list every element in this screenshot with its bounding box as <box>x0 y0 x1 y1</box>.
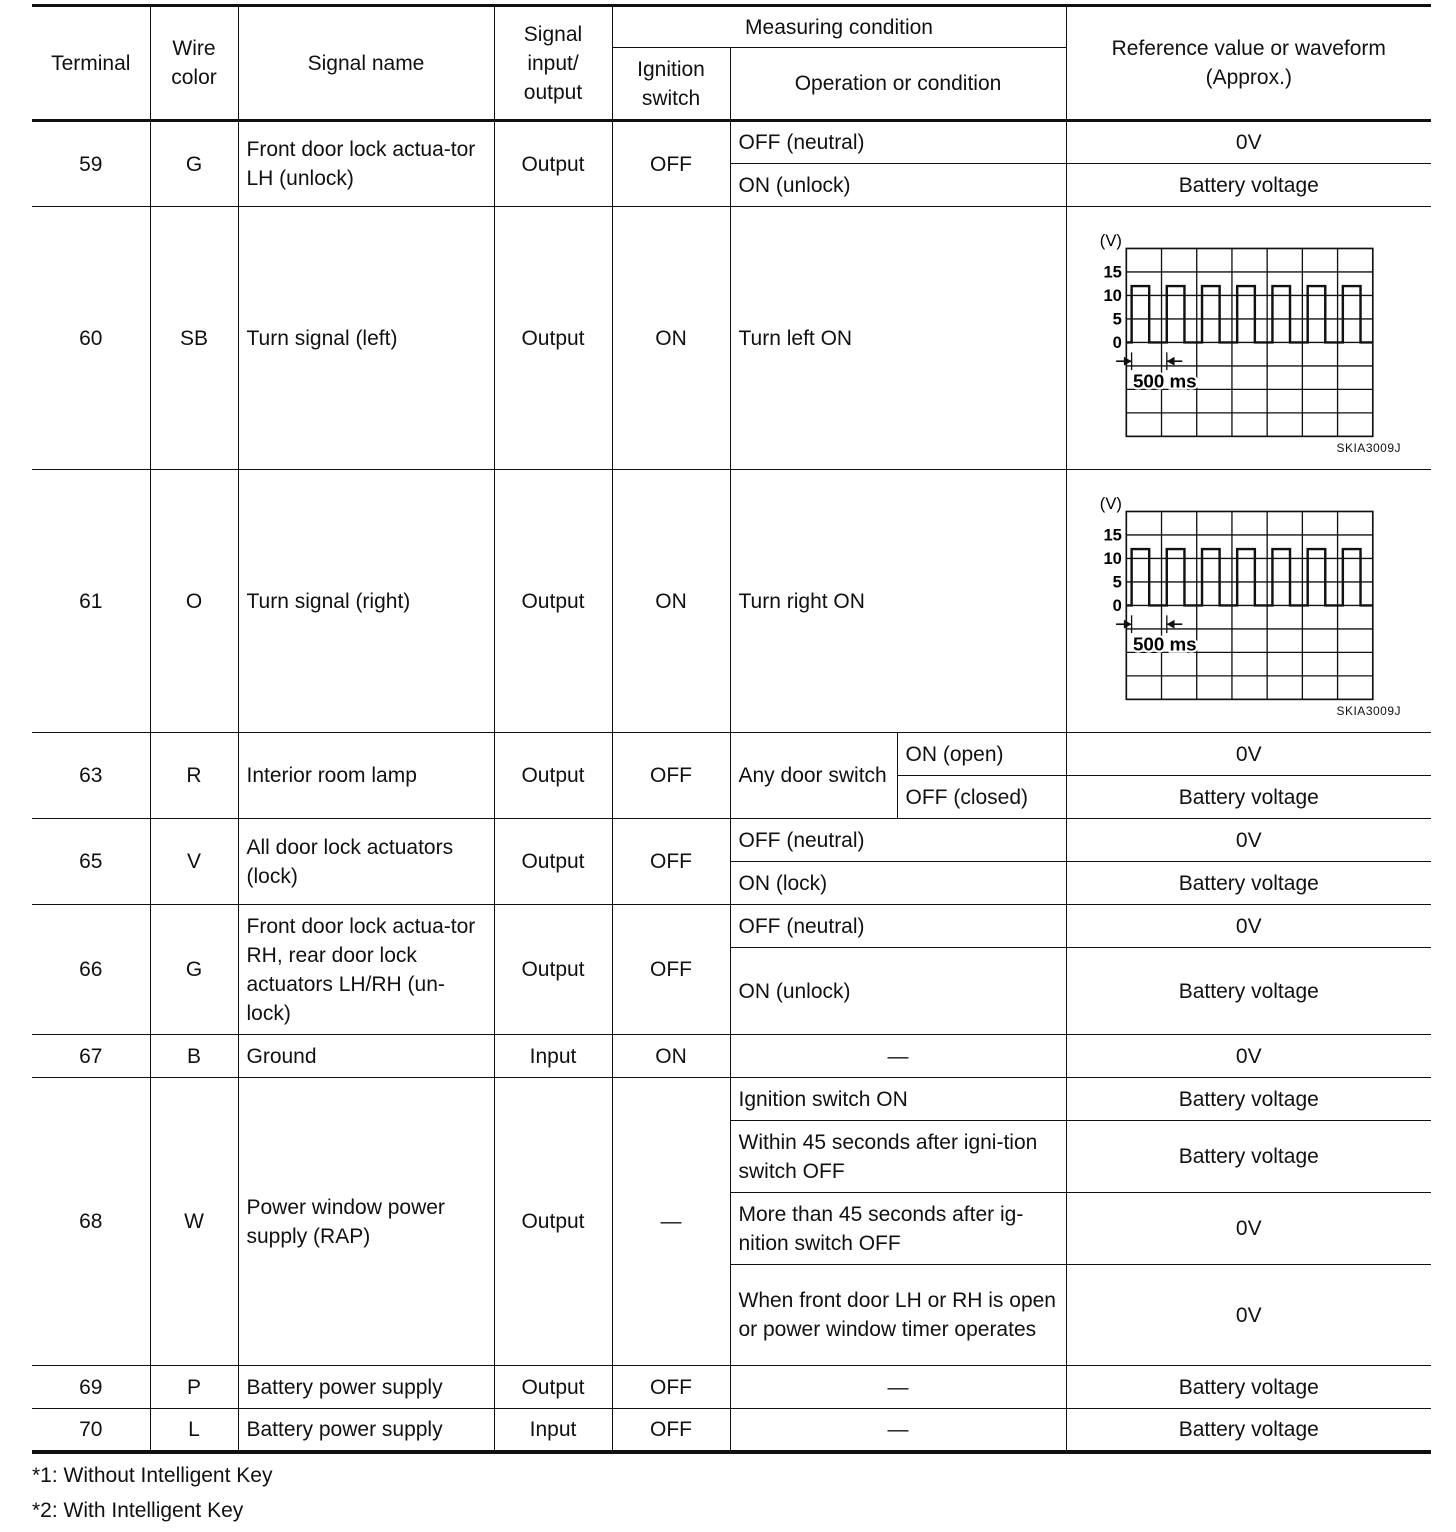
waveform-y-tick: 10 <box>1103 285 1122 305</box>
waveform-y-tick: 5 <box>1112 572 1122 592</box>
waveform-y-tick: 5 <box>1112 309 1122 329</box>
waveform-cell <box>1066 470 1431 733</box>
reference-cell: 0V <box>1066 905 1431 948</box>
waveform-unit: (V) <box>1099 233 1122 251</box>
ignition-cell: OFF <box>612 733 730 819</box>
waveform-unit: (V) <box>1099 496 1122 514</box>
wire-color-cell: G <box>150 905 238 1035</box>
condition-cell: OFF (neutral) <box>730 121 1066 164</box>
table-row <box>32 470 1431 733</box>
condition-cell: ON (unlock) <box>730 948 1066 1035</box>
terminal-cell: 59 <box>32 121 150 207</box>
header-wire-color: Wire color <box>150 6 238 121</box>
table-row <box>32 1409 1431 1452</box>
figure-code: SKIA3009J <box>1336 704 1402 718</box>
header-operation: Operation or condition <box>730 48 1066 121</box>
header-signal-name: Signal name <box>238 6 494 121</box>
signal-io-cell: Output <box>494 207 612 470</box>
ignition-cell: OFF <box>612 1409 730 1452</box>
signal-io-cell: Output <box>494 1366 612 1409</box>
table-row <box>32 121 1431 164</box>
period-arrow-head <box>1167 620 1175 629</box>
waveform-chart-right <box>1099 496 1399 706</box>
ignition-cell: OFF <box>612 121 730 207</box>
figure-code: SKIA3009J <box>1336 441 1402 455</box>
waveform-y-tick: 15 <box>1103 262 1122 282</box>
signal-name-cell: Turn signal (left) <box>238 207 494 470</box>
condition-cell: Turn left ON <box>730 207 1066 470</box>
ignition-cell: — <box>612 1078 730 1366</box>
footnotes <box>32 1458 272 1528</box>
header-terminal: Terminal <box>32 6 150 121</box>
wire-color-cell: SB <box>150 207 238 470</box>
period-arrow-head <box>1124 620 1132 629</box>
terminal-cell: 67 <box>32 1035 150 1078</box>
signal-name-cell: Battery power supply <box>238 1366 494 1409</box>
condition-cell: OFF (neutral) <box>730 819 1066 862</box>
waveform-signal-line <box>1126 549 1372 605</box>
table-row <box>32 905 1431 948</box>
reference-cell: Battery voltage <box>1066 164 1431 207</box>
waveform-cell <box>1066 207 1431 470</box>
signal-name-cell: Power window power supply (RAP) <box>238 1078 494 1366</box>
terminal-reference-table <box>32 4 1431 1454</box>
reference-cell: 0V <box>1066 1193 1431 1265</box>
wire-color-cell: R <box>150 733 238 819</box>
condition-cell: ON (unlock) <box>730 164 1066 207</box>
signal-name-cell: Front door lock actua-tor RH, rear door lock actuators LH/RH (un-lock) <box>238 905 494 1035</box>
footnote: *2: With Intelligent Key <box>32 1499 244 1522</box>
signal-name-cell: Battery power supply <box>238 1409 494 1452</box>
footnote: *1: Without Intelligent Key <box>32 1464 273 1487</box>
terminal-cell: 69 <box>32 1366 150 1409</box>
table-row <box>32 207 1431 470</box>
ignition-cell: OFF <box>612 905 730 1035</box>
wire-color-cell: B <box>150 1035 238 1078</box>
table-row <box>32 819 1431 862</box>
terminal-cell: 63 <box>32 733 150 819</box>
reference-cell: Battery voltage <box>1066 1409 1431 1452</box>
terminal-cell: 68 <box>32 1078 150 1366</box>
condition-group-cell: Any door switch <box>730 733 897 819</box>
signal-io-cell: Output <box>494 905 612 1035</box>
signal-io-cell: Output <box>494 470 612 733</box>
header-measuring-condition: Measuring condition <box>612 6 1066 48</box>
waveform-chart-left <box>1099 233 1399 443</box>
waveform-signal-line <box>1126 286 1372 342</box>
condition-cell: When front door LH or RH is open or power window timer operates <box>730 1265 1066 1366</box>
wire-color-cell: V <box>150 819 238 905</box>
waveform-y-tick: 15 <box>1103 525 1122 545</box>
wire-color-cell: G <box>150 121 238 207</box>
reference-cell: 0V <box>1066 121 1431 164</box>
condition-cell: — <box>730 1035 1066 1078</box>
table-row <box>32 1078 1431 1121</box>
signal-name-cell: Front door lock actua-tor LH (unlock) <box>238 121 494 207</box>
condition-cell: OFF (neutral) <box>730 905 1066 948</box>
terminal-cell: 65 <box>32 819 150 905</box>
signal-name-cell: Interior room lamp <box>238 733 494 819</box>
condition-cell: More than 45 seconds after ig-nition switch OFF <box>730 1193 1066 1265</box>
terminal-cell: 61 <box>32 470 150 733</box>
period-arrow-head <box>1124 357 1132 366</box>
ignition-cell: ON <box>612 207 730 470</box>
condition-cell: Within 45 seconds after igni-tion switch OFF <box>730 1121 1066 1193</box>
signal-io-cell: Output <box>494 1078 612 1366</box>
reference-cell: 0V <box>1066 733 1431 776</box>
terminal-cell: 66 <box>32 905 150 1035</box>
condition-cell: Turn right ON <box>730 470 1066 733</box>
signal-name-cell: Ground <box>238 1035 494 1078</box>
header-ignition-switch: Ignition switch <box>612 48 730 121</box>
wire-color-cell: L <box>150 1409 238 1452</box>
period-arrow-head <box>1167 357 1175 366</box>
signal-name-cell: All door lock actuators (lock) <box>238 819 494 905</box>
wire-color-cell: W <box>150 1078 238 1366</box>
ignition-cell: ON <box>612 470 730 733</box>
table-row <box>32 1035 1431 1078</box>
signal-io-cell: Output <box>494 121 612 207</box>
reference-cell: 0V <box>1066 1035 1431 1078</box>
waveform-y-tick: 0 <box>1112 595 1122 615</box>
reference-cell: Battery voltage <box>1066 776 1431 819</box>
ignition-cell: ON <box>612 1035 730 1078</box>
reference-cell: Battery voltage <box>1066 862 1431 905</box>
period-label: 500 ms <box>1132 370 1197 392</box>
condition-cell: Ignition switch ON <box>730 1078 1066 1121</box>
ignition-cell: OFF <box>612 819 730 905</box>
reference-cell: Battery voltage <box>1066 948 1431 1035</box>
reference-cell: Battery voltage <box>1066 1366 1431 1409</box>
ignition-cell: OFF <box>612 1366 730 1409</box>
reference-cell: 0V <box>1066 1265 1431 1366</box>
terminal-cell: 60 <box>32 207 150 470</box>
condition-cell: — <box>730 1366 1066 1409</box>
condition-cell: ON (open) <box>897 733 1066 776</box>
waveform-y-tick: 0 <box>1112 332 1122 352</box>
header-signal-io: Signal input/ output <box>494 6 612 121</box>
signal-io-cell: Input <box>494 1409 612 1452</box>
condition-cell: — <box>730 1409 1066 1452</box>
waveform-y-tick: 10 <box>1103 548 1122 568</box>
condition-cell: OFF (closed) <box>897 776 1066 819</box>
wire-color-cell: P <box>150 1366 238 1409</box>
header-reference: Reference value or waveform (Approx.) <box>1066 6 1431 121</box>
terminal-cell: 70 <box>32 1409 150 1452</box>
reference-cell: 0V <box>1066 819 1431 862</box>
reference-cell: Battery voltage <box>1066 1121 1431 1193</box>
table-row <box>32 1366 1431 1409</box>
signal-io-cell: Output <box>494 733 612 819</box>
signal-io-cell: Input <box>494 1035 612 1078</box>
period-label: 500 ms <box>1132 633 1197 655</box>
signal-name-cell: Turn signal (right) <box>238 470 494 733</box>
table-row <box>32 733 1431 776</box>
reference-cell: Battery voltage <box>1066 1078 1431 1121</box>
wire-color-cell: O <box>150 470 238 733</box>
signal-io-cell: Output <box>494 819 612 905</box>
condition-cell: ON (lock) <box>730 862 1066 905</box>
